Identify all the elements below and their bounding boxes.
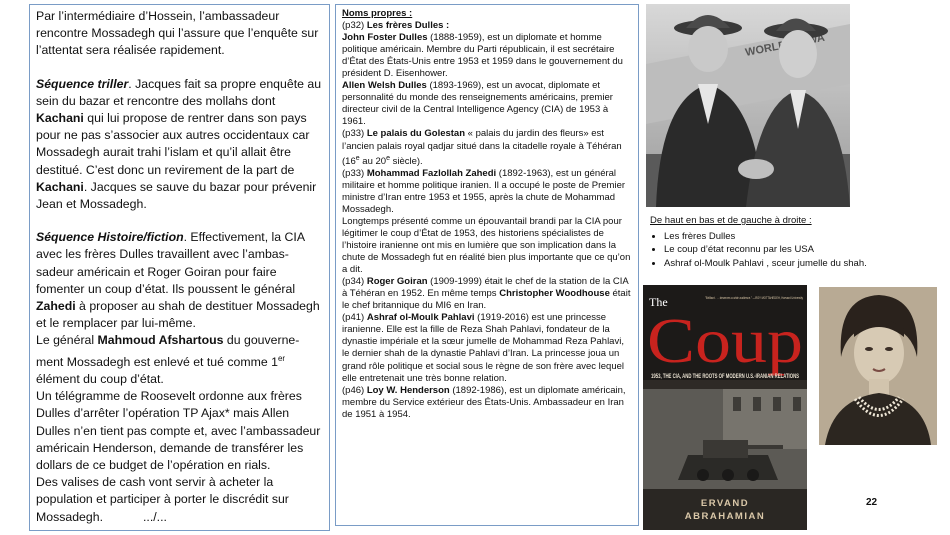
glossary-entry-henderson: (p46) Loy W. Henderson (1892-1986), est un diplomate américain, membre du Service extérieur des États-Unis. Ambassadeur en Iran de 1951 à 1954. [342, 384, 626, 420]
sequence-histoire-title: Séquence Histoire/fiction [36, 230, 184, 245]
glossary-panel [335, 4, 639, 526]
caption-item: • Ashraf ol-Moulk Pahlavi , sceur jumelle du shah. [664, 257, 930, 271]
dulles-brothers-photo [646, 4, 850, 207]
book-cover-coup [643, 285, 807, 530]
glossary-entry-zahedi-note: Longtemps présenté comme un épouvantail brandi par la CIA pour légitimer le coup d’État de 1953, des historiens spécialistes de l’histoire iranienne ont mis en lumière que son implication dans la chute de Mossadegh fut en réalité bien plus importante que ce qu’on a dit. [342, 215, 631, 276]
photo-caption [650, 214, 930, 270]
book-title-the: The [649, 295, 668, 309]
portrait-image [819, 287, 937, 445]
synopsis-cash: Des valises de cash vont servir à acheter la population et participer à porter le discrédit sur Mossadegh. .../... [36, 475, 289, 524]
synopsis-sequence-histoire: Séquence Histoire/fiction. Effectivement, la CIA avec les frères Dulles travaillent avec l’ambas-sadeur américain et Roger Goiran pour faire fomenter un coup d’état. Ils poussent le général Zahedi à proposer au shah de destituer Mossadegh et le remplacer par lui-même. [36, 230, 320, 331]
ashraf-pahlavi-portrait [819, 287, 937, 445]
book-title-coup: Coup [647, 305, 803, 376]
glossary-entry-goiran: (p34) Roger Goiran (1909-1999) était le chef de la station de la CIA à Téhéran en 1952. En même temps Christopher Woodhouse était le chef britannique du MI6 en Iran. [342, 276, 631, 312]
book-author-first: ERVAND [700, 498, 750, 509]
glossary-entry-john-foster-dulles: John Foster Dulles (1888-1959), est un diplomate et homme politique américain. Membre du Parti républicain, il est secrétaire d’État des États-Unis entre 1953 et 1959 dans le gouvernement du président D. Eisenhower. [342, 32, 623, 80]
glossary-entry-ashraf: (p41) Ashraf ol-Moulk Pahlavi (1919-2016) est une princesse iranienne. Elle est la fille de Reza Shah Pahlavi, fondateur de la dynastie impériale et la sœur jumelle de Mohammad Reza Pahlavi, le dernier shah de la dynastie Pahlavi d’Iran. La princesse joua un grand rôle politique et social sous le règne de son frère avec lequel elle entretenait une très bonne relation. [342, 312, 625, 384]
synopsis-intro: Par l’intermédiaire d’Hossein, l’ambassadeur rencontre Mossadegh qui l’assure que l’enquête sur l’attentat sera réalisée rapidement. [36, 9, 319, 58]
dulles-photo-image [646, 4, 850, 207]
synopsis-telegram: Un télégramme de Roosevelt ordonne aux frères Dulles d’arrêter l’opération TP Ajax* mais Allen Dulles n’en tient pas compte et, avec l’ambassadeur américain Henderson, demande de transférer les dollars de ce budget de l’opération en rials. [36, 389, 321, 472]
glossary-entry-zahedi: (p33) Mohammad Fazlollah Zahedi (1892-1963), est un général militaire et homme politique iranien. Il a occupé le poste de Premier ministre d’Iran entre 1953 et 1955, après la chute de Mohammad Mossadegh. [342, 167, 626, 215]
glossary-entry-allen-dulles: Allen Welsh Dulles (1893-1969), est un avocat, diplomate et personnalité du monde des renseignements américains, premier directeur civil de la Central Intelligence Agency (CIA) de 1953 à 1961. [342, 80, 613, 128]
caption-title: De haut en bas et de gauche à droite : [650, 215, 812, 226]
caption-item: • Le coup d’état reconnu par les USA [664, 243, 930, 257]
synopsis-sequence-thriller: Séquence triller. Jacques fait sa propre enquête au sein du bazar et rencontre des mollahs dont Kachani qui lui propose de rentrer dans son pays pour ne pas s’associer aux autres occidentaux car Mossadegh aurait trahi l’islam et qu’il allait être destitué. C’est donc un revirement de la part de Kachani. Jacques se sauve du bazar pour prévenir Jean et Mossadegh. [36, 76, 322, 212]
caption-list [650, 230, 930, 271]
book-author-last: ABRAHAMIAN [684, 511, 766, 522]
book-cover-image [643, 285, 807, 530]
book-subtitle: 1953, THE CIA, AND THE ROOTS OF MODERN U.S.-IRANIAN RELATIONS [651, 373, 799, 380]
synopsis-panel [29, 4, 330, 531]
glossary-entry-golestan: (p33) Le palais du Golestan « palais du jardin des fleurs» est l’ancien palais royal qadjar situé dans la citadelle royale à Téhéran (16e au 20e siècle). [342, 128, 622, 167]
caption-item: • Les frères Dulles [664, 230, 930, 244]
synopsis-afshartous: Le général Mahmoud Afshartous du gouverne-ment Mossadegh est enlevé et tué comme 1er élément du coup d’état. [36, 333, 300, 386]
page-number: 22 [866, 497, 878, 508]
glossary-entry-dulles: (p32) Les frères Dulles : [342, 20, 450, 32]
plane-lettering: WORLD [744, 39, 788, 59]
glossary-heading: Noms propres : [342, 8, 413, 19]
book-blurb: "Brilliant . . . deserves a wide audience." —ROY MOTTAHEDEH, Harvard University [705, 295, 803, 300]
sequence-thriller-title: Séquence triller [36, 76, 129, 91]
